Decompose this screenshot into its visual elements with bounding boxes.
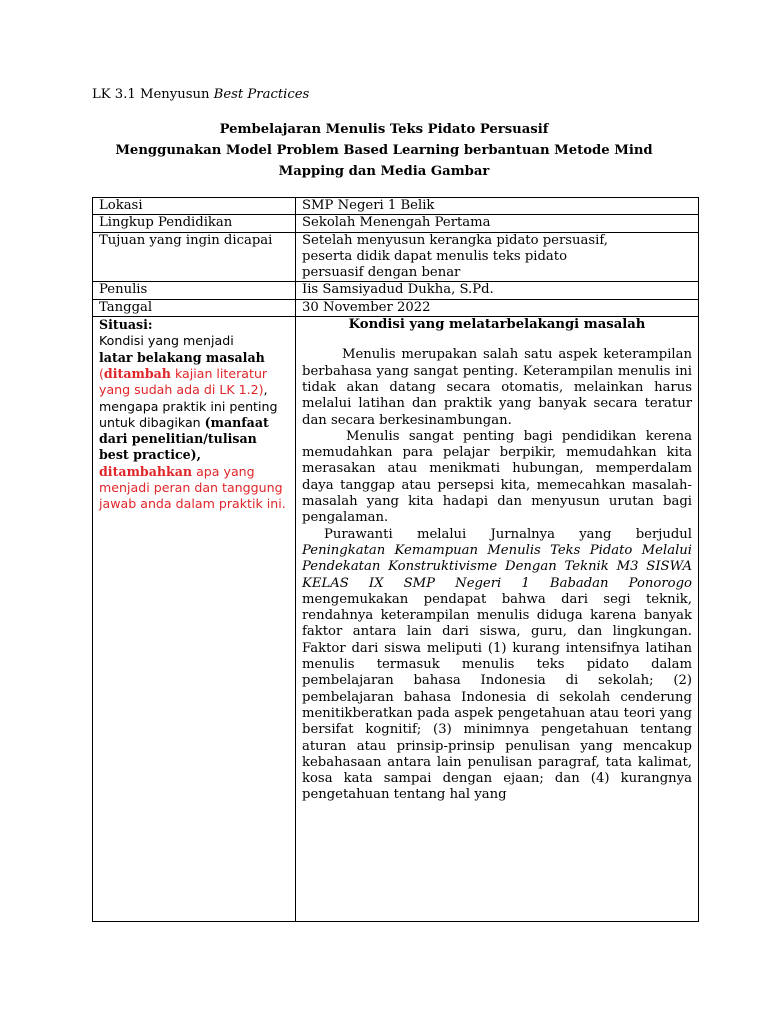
tujuan-line-3: persuasif dengan benar: [302, 265, 461, 281]
kondisi-cell: [296, 317, 699, 922]
situasi-peran: apa yang menjadi peran dan tanggung jawab anda dalam praktik ini.: [99, 463, 286, 512]
best-practice-table: [92, 197, 699, 922]
situasi-text-6: , mengapa praktik ini penting untuk dibagikan: [99, 382, 278, 430]
situasi-open-paren: (: [99, 365, 104, 381]
situasi-manfaat: (manfaat dari penelitian/tulisan best practice): [99, 414, 269, 463]
table-row: [93, 317, 699, 922]
table-row: [93, 299, 699, 316]
journal-title: Peningkatan Kemampuan Menulis Teks Pidato Melalui Pendekatan Konstruktivisme Dengan Teknik M3 SISWA KELAS IX SMP Negeri 1 Babadan Ponorogo: [302, 542, 692, 591]
document-title: [88, 119, 680, 182]
title-line-1: Pembelajaran Menulis Teks Pidato Persuasif: [219, 122, 549, 137]
situasi-ditambahkan: ditambahkan: [99, 463, 193, 479]
situasi-kajian: kajian literatur yang sudah ada di LK 1.2): [99, 365, 268, 398]
title-line-2: Menggunakan Model Problem Based Learning berbantuan Metode Mind: [115, 143, 653, 158]
tujuan-label: Tujuan yang ingin dicapai: [93, 232, 296, 282]
paragraph-3-body: mengemukakan pendapat bahwa dari segi teknik, rendahnya keterampilan menulis diduga karena banyak faktor antara lain dari siswa, guru, dan lingkungan. Faktor dari siswa meliputi (1) kurang intensifnya latihan menulis termasuk menulis teks pidato dalam pembelajaran bahasa Indonesia di sekolah; (2) pembelajaran bahasa Indonesia di sekolah cenderung menitikberatkan pada aspek pengetahuan atau teori yang bersifat kognitif; (3) minimnya pengetahuan tentang aturan atau prinsip-prinsip penulisan yang mencakup kebahasaan antara lain penulisan paragraf, tata kalimat, kosa kata sampai dengan ejaan; dan (4) kurangnya pengetahuan tentang hal yang: [302, 591, 692, 803]
penulis-label: Penulis: [93, 282, 296, 299]
tujuan-value: [296, 232, 699, 282]
paragraph-3-intro: Purawanti melalui Jurnalnya yang berjudul: [324, 526, 692, 542]
worksheet-heading: [92, 87, 309, 103]
tujuan-line-2: peserta didik dapat menulis teks pidato: [302, 248, 568, 264]
situasi-cell: [93, 317, 296, 922]
heading-prefix: LK 3.1 Menyusun: [92, 87, 214, 102]
table-row: [93, 282, 699, 299]
kondisi-paragraph-2: Menulis sangat penting bagi pendidikan kerena memudahkan para pelajar berpikir, memudahkan kita merasakan atau menikmati hubungan, memperdalam daya tanggap atau persepsi kita, memecahkan masalah-masalah yang kita hadapi dan menyusun urutan bagi pengalaman.: [302, 428, 692, 526]
kondisi-heading: Kondisi yang melatarbelakangi masalah: [348, 317, 646, 333]
heading-italic: Best Practices: [213, 87, 310, 102]
lokasi-value: SMP Negeri 1 Belik: [296, 198, 699, 215]
table-row: [93, 232, 699, 282]
table-row: [93, 215, 699, 232]
table-row: [93, 198, 699, 215]
lokasi-label: Lokasi: [93, 198, 296, 215]
tanggal-label: Tanggal: [93, 299, 296, 316]
situasi-text-2: latar belakang masalah: [99, 349, 265, 365]
situasi-text-1: Kondisi yang menjadi: [99, 333, 234, 349]
kondisi-paragraph-3: [302, 527, 692, 804]
situasi-comma: ,: [196, 447, 202, 463]
tujuan-line-1: Setelah menyusun kerangka pidato persuasif,: [302, 232, 608, 248]
situasi-label: Situasi:: [99, 317, 153, 333]
tanggal-value: 30 November 2022: [296, 299, 699, 316]
lingkup-value: Sekolah Menengah Pertama: [296, 215, 699, 232]
penulis-value: Iis Samsiyadud Dukha, S.Pd.: [296, 282, 699, 299]
lingkup-label: Lingkup Pendidikan: [93, 215, 296, 232]
situasi-ditambah: ditambah: [103, 365, 171, 381]
title-line-3: Mapping dan Media Gambar: [278, 164, 490, 179]
kondisi-paragraph-1: Menulis merupakan salah satu aspek keterampilan berbahasa yang sangat penting. Keterampilan menulis ini tidak akan datang secara otomatis, melainkan harus melalui latihan dan praktik yang banyak secara teratur dan secara berkesinambungan.: [302, 347, 692, 428]
